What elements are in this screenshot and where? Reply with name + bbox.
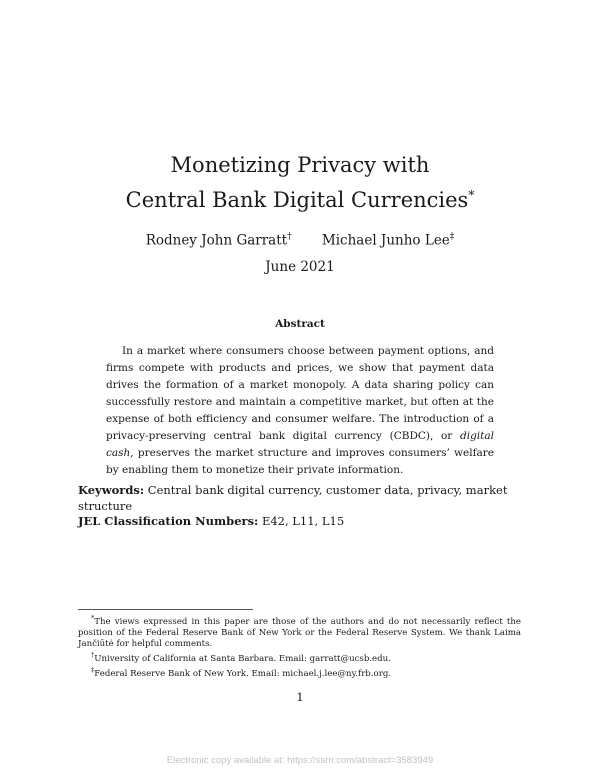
title-line-2-text: Central Bank Digital Currencies [125,188,469,212]
keywords [78,482,528,514]
publication-date: June 2021 [265,259,335,275]
abstract-text: , preserves the market structure and improves consumers’ welfare by enabling them to monetize their private information. [106,447,494,476]
author [322,228,454,250]
author-footnote-mark: † [287,232,292,242]
abstract-heading: Abstract [275,318,325,330]
title-line-2 [0,180,600,215]
footnote-mark: * [91,614,95,622]
keywords-label: Keywords: [78,483,145,497]
footnote [78,650,521,665]
author [146,228,292,250]
footnotes [78,613,521,680]
author-footnote-mark: ‡ [449,232,455,242]
footnote-text: University of California at Santa Barbara. Email: garratt@ucsb.edu. [94,653,391,664]
page-number: 1 [296,690,304,704]
footnote [78,613,521,650]
jel-classification [78,513,528,529]
footnote-text: The views expressed in this paper are those of the authors and do not necessarily reflect the position of the Federal Reserve Bank of New York or the Federal Reserve System. We thank Laima Jančiūtė for helpful comments. [78,616,521,649]
footnote-mark: † [91,650,95,659]
title-line-1: Monetizing Privacy with [170,153,430,177]
footnote-mark: ‡ [91,665,95,674]
ssrn-watermark: Electronic copy available at: https://ssrn.com/abstract=3583949 [166,755,434,766]
keywords-text: Central bank digital currency, customer data, privacy, market structure [78,483,508,513]
jel-codes: E42, L11, L15 [261,514,345,528]
jel-label: JEL Classification Numbers: [78,514,259,528]
footnote-divider [78,609,253,610]
author-name: Michael Junho Lee [321,232,450,249]
author-name: Rodney John Garratt [145,232,288,249]
title-footnote-mark: * [468,188,475,202]
abstract-body [106,343,494,479]
paper-title [0,150,600,215]
footnote-text: Federal Reserve Bank of New York. Email: michael.j.lee@ny.frb.org. [94,668,392,679]
abstract-emphasis: digital cash [106,430,494,459]
author-list [0,228,600,250]
abstract-text: In a market where consumers choose between payment options, and firms compete with products and prices, we show that payment data drives the formation of a market monopoly. A data sharing policy can successfully restore and maintain a competitive market, but often at the expense of both efficiency and consumer welfare. The introduction of a privacy-preserving central bank digital currency (CBDC), or [106,345,494,442]
footnote [78,665,521,680]
